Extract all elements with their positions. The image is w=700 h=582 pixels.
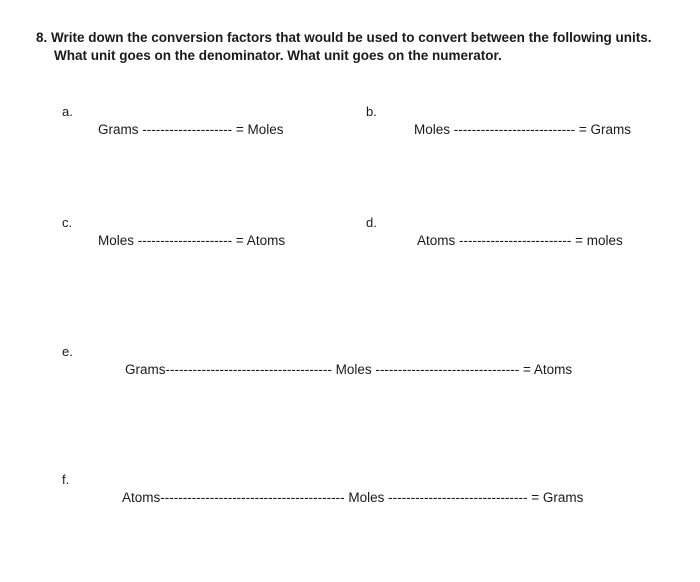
item-d-letter: d. [366,215,377,230]
item-d-expression: Atoms ------------------------- = moles [417,233,623,248]
item-c-letter: c. [62,215,73,230]
item-f-letter: f. [62,472,70,487]
item-c-expression: Moles --------------------- = Atoms [98,233,286,248]
item-b-letter: b. [366,104,377,119]
item-e-letter: e. [62,344,73,359]
item-f-expression: Atoms----------------------------------------- Moles ------------------------------- = Grams [122,490,584,505]
question-line-2: What unit goes on the denominator. What unit goes on the numerator. [54,48,502,63]
item-a-letter: a. [62,104,73,119]
question-line-1: 8. Write down the conversion factors that would be used to convert between the following units. [36,30,652,45]
item-a-expression: Grams -------------------- = Moles [98,122,284,137]
item-e-expression: Grams------------------------------------- Moles -------------------------------- = Atoms [125,362,573,377]
item-b-expression: Moles --------------------------- = Grams [414,122,632,137]
